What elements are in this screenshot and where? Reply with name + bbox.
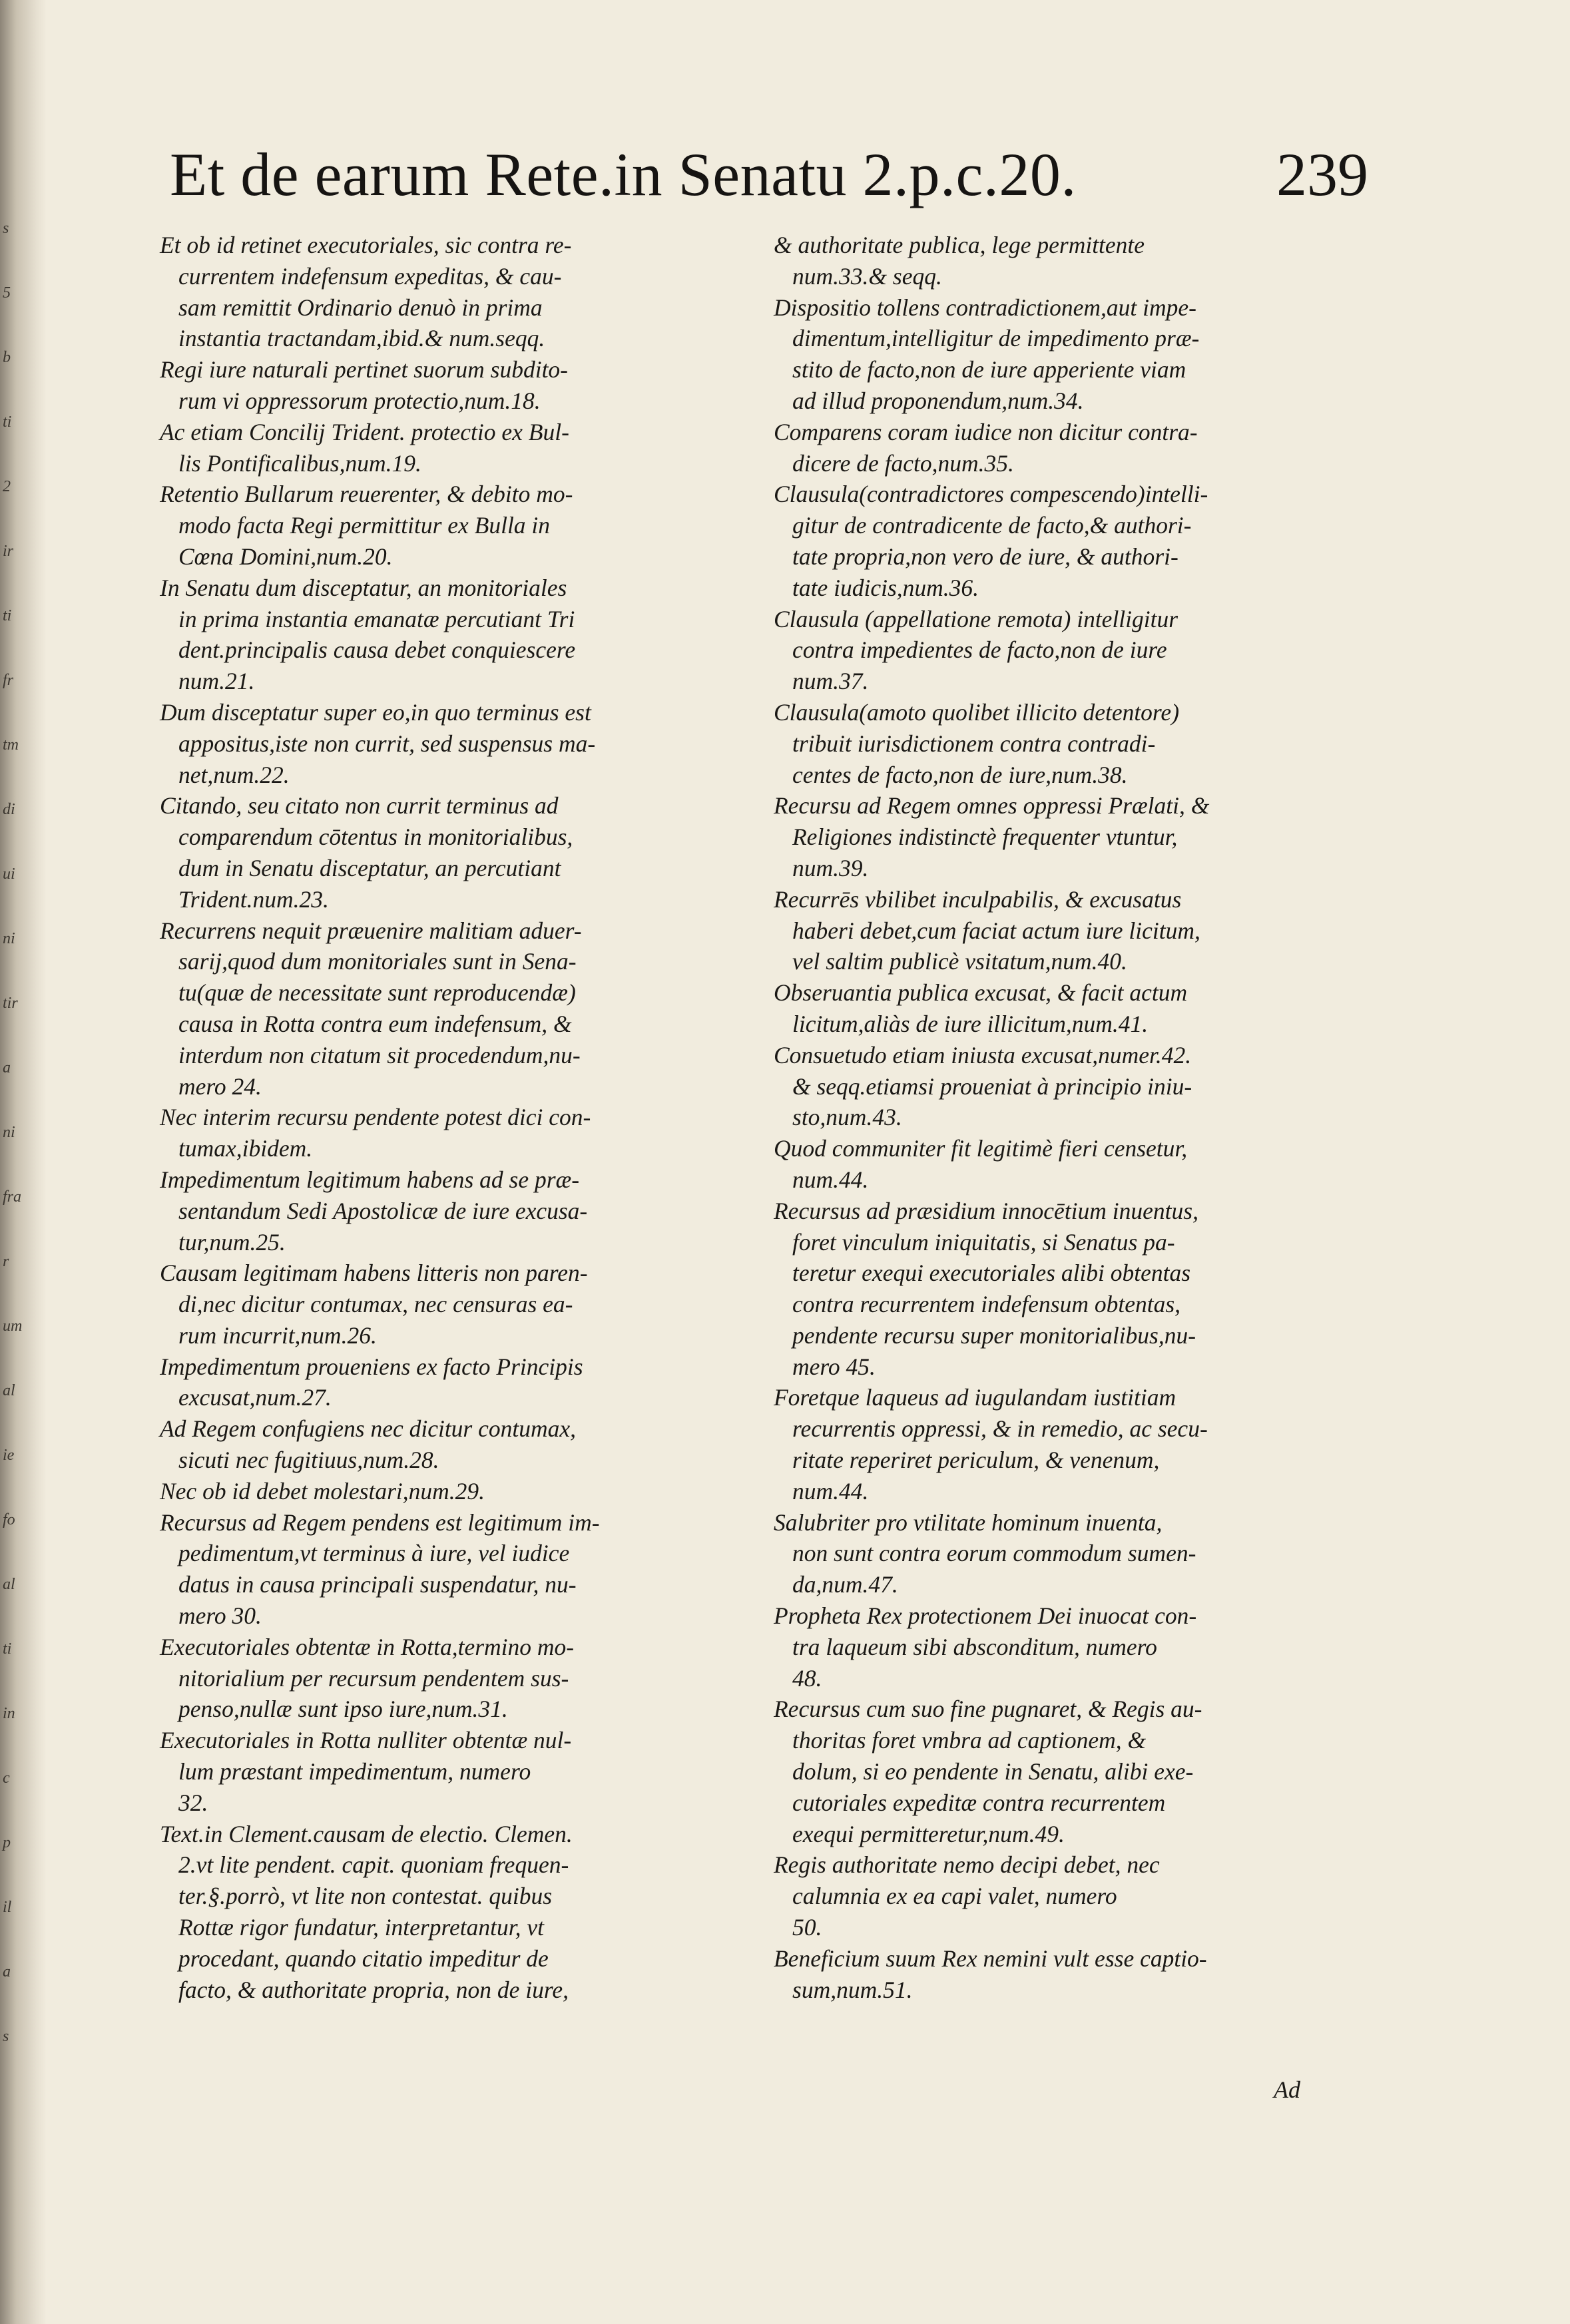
margin-stub: il <box>3 1899 12 1916</box>
margin-stub: r <box>3 1253 9 1270</box>
margin-stub: al <box>3 1382 15 1399</box>
margin-stub: ie <box>3 1447 15 1464</box>
margin-stub: a <box>3 1059 11 1076</box>
margin-stub: c <box>3 1769 10 1787</box>
index-entry: Recurrēs vbilibet inculpabilis, & excusatus haberi debet,cum faciat actum iure licitum, vel saltim publicè vsitatum,num.40. <box>774 885 1200 975</box>
index-entry: Propheta Rex protectionem Dei inuocat con- tra laqueum sibi absconditum, numero 48. <box>774 1602 1197 1692</box>
index-entry: Dispositio tollens contradictionem,aut impe- dimentum,intelligitur de impedimento præ- stito de facto,non de iure apperiente viam ad illud proponendum,num.34. <box>774 294 1200 414</box>
margin-stub: ti <box>3 1640 12 1658</box>
catchword: Ad <box>1274 2076 1300 2103</box>
index-entry: Obseruantia publica excusat, & facit actum licitum,aliàs de iure illicitum,num.41. <box>774 979 1188 1037</box>
index-entry: Text.in Clement.causam de electio. Clemen. 2.vt lite pendent. capit. quoniam frequen- ter.§.porrò, vt lite non contestat. quibus Rottæ rigor fundatur, interpretantur, vt procedant, quando citatio impeditur de facto, & authoritate propria, non de iure, <box>160 1820 573 2003</box>
margin-stub: fra <box>3 1188 22 1206</box>
index-entry: Comparens coram iudice non dicitur contra- dicere de facto,num.35. <box>774 418 1198 477</box>
index-entry: Ad Regem confugiens nec dicitur contumax, sicuti nec fugitiuus,num.28. <box>160 1415 577 1474</box>
index-entry: Clausula(contradictores compescendo)intelli- gitur de contradicente de facto,& authori- tate propria,non vero de iure, & authori- tate iudicis,num.36. <box>774 481 1208 601</box>
margin-stub: ni <box>3 1124 15 1141</box>
margin-stub: ui <box>3 865 15 883</box>
index-entry: Executoriales in Rotta nulliter obtentæ nul- lum præstant impedimentum, numero 32. <box>160 1727 572 1816</box>
running-header <box>170 136 1368 213</box>
index-entry: Regis authoritate nemo decipi debet, nec calumnia ex ea capi valet, numero 50. <box>774 1851 1160 1941</box>
index-entry: Causam legitimam habens litteris non paren- di,nec dicitur contumax, nec censuras ea- rum incurrit,num.26. <box>160 1260 588 1349</box>
index-entry: & authoritate publica, lege permittente num.33.& seqq. <box>774 232 1145 290</box>
index-entry: Foretque laqueus ad iugulandam iustitiam recurrentis oppressi, & in remedio, ac secu- ritate reperiret periculum, & venenum, num.44. <box>774 1384 1208 1505</box>
index-entry: Executoriales obtentæ in Rotta,termino mo- nitorialium per recursum pendentem sus- penso,nullæ sunt ipso iure,num.31. <box>160 1633 575 1723</box>
index-entry: Recursu ad Regem omnes oppressi Prælati, & Religiones indistinctè frequenter vtuntur, num.39. <box>774 792 1210 881</box>
margin-stub: ir <box>3 543 14 560</box>
index-entry: Nec interim recursu pendente potest dici con- tumax,ibidem. <box>160 1104 591 1162</box>
margin-stub: di <box>3 801 15 818</box>
margin-stub: ti <box>3 607 12 624</box>
margin-stub: 2 <box>3 478 11 495</box>
index-entry: Consuetudo etiam iniusta excusat,numer.42. & seqq.etiamsi proueniat à principio iniu- sto,num.43. <box>774 1041 1192 1131</box>
margin-stub: fr <box>3 672 14 689</box>
margin-stub: p <box>3 1834 11 1851</box>
index-column-left <box>160 230 736 2005</box>
running-title: Et de earum Rete.in Senatu 2.p.c.20. <box>170 140 1077 208</box>
index-entry: Citando, seu citato non currit terminus ad comparendum cōtentus in monitorialibus, dum in Senatu disceptatur, an percutiant Trident.num.23. <box>160 792 573 913</box>
index-entry: Recursus cum suo fine pugnaret, & Regis au- thoritas foret vmbra ad captionem, & dolum, si eo pendente in Senatu, alibi exe- cutoriales expeditæ contra recurrentem exequi permitteretur,num.49. <box>774 1696 1202 1847</box>
index-entry: Et ob id retinet executoriales, sic contra re- currentem indefensum expeditas, & cau- sam remittit Ordinario denuò in prima instantia tractandam,ibid.& num.seqq. <box>160 232 572 352</box>
margin-stub: s <box>3 2028 9 2045</box>
margin-stub: fo <box>3 1511 15 1528</box>
index-entry: In Senatu dum disceptatur, an monitoriales in prima instantia emanatæ percutiant Tri dent.principalis causa debet conquiescere num.21. <box>160 574 576 695</box>
index-entry: Impedimentum proueniens ex facto Principis excusat,num.27. <box>160 1353 583 1411</box>
index-entry: Recursus ad Regem pendens est legitimum im- pedimentum,vt terminus à iure, vel iudice datus in causa principali suspendatur, nu- mero 30. <box>160 1509 600 1630</box>
index-entry: Recursus ad præsidium innocētium inuentus, foret vinculum iniquitatis, si Senatus pa- teretur exequi executoriales alibi obtentas contra recurrentem indefensum obtentas, pendente recursu super monitorialibus,nu- mero 45. <box>774 1197 1198 1380</box>
margin-stub: in <box>3 1705 15 1722</box>
margin-stub: um <box>3 1317 23 1335</box>
margin-stub: ti <box>3 413 12 431</box>
index-entry: Beneficium suum Rex nemini vult esse captio- sum,num.51. <box>774 1945 1207 2003</box>
margin-stub: ni <box>3 930 15 947</box>
index-entry: Regi iure naturali pertinet suorum subdito- rum vi oppressorum protectio,num.18. <box>160 356 568 414</box>
index-entry: Retentio Bullarum reuerenter, & debito mo- modo facta Regi permittitur ex Bulla in Cœna Domini,num.20. <box>160 481 573 570</box>
index-entry: Recurrens nequit præuenire malitiam aduer- sarij,quod dum monitoriales sunt in Sena- tu(quæ de necessitate sunt reproducendæ) causa in Rotta contra eum indefensum, & interdum non citatum sit procedendum,nu- mero 24. <box>160 917 582 1100</box>
index-entry: Impedimentum legitimum habens ad se præ- sentandum Sedi Apostolicæ de iure excusa- tur,num.25. <box>160 1166 588 1256</box>
margin-stub: al <box>3 1576 15 1593</box>
margin-stub: s <box>3 220 9 237</box>
index-entry: Dum disceptatur super eo,in quo terminus est appositus,iste non currit, sed suspensus ma- net,num.22. <box>160 698 596 788</box>
index-entry: Clausula(amoto quolibet illicito detentore) tribuit iurisdictionem contra contradi- centes de facto,non de iure,num.38. <box>774 698 1180 788</box>
margin-stub: tm <box>3 736 19 754</box>
index-entry: Clausula (appellatione remota) intelligitur contra impedientes de facto,non de iure num.37. <box>774 605 1178 695</box>
margin-stub: b <box>3 349 11 366</box>
margin-stub: tir <box>3 995 18 1012</box>
index-entry: Salubriter pro vtilitate hominum inuenta, non sunt contra eorum commodum sumen- da,num.47. <box>774 1509 1196 1598</box>
page-number: 239 <box>1276 140 1368 208</box>
margin-stub: 5 <box>3 284 11 302</box>
index-entry: Quod communiter fit legitimè fieri censetur, num.44. <box>774 1135 1188 1193</box>
index-entry: Ac etiam Concilij Trident. protectio ex Bul- lis Pontificalibus,num.19. <box>160 418 569 477</box>
index-column-right <box>774 230 1350 2005</box>
margin-stub: a <box>3 1963 11 1980</box>
index-entry: Nec ob id debet molestari,num.29. <box>160 1477 485 1505</box>
